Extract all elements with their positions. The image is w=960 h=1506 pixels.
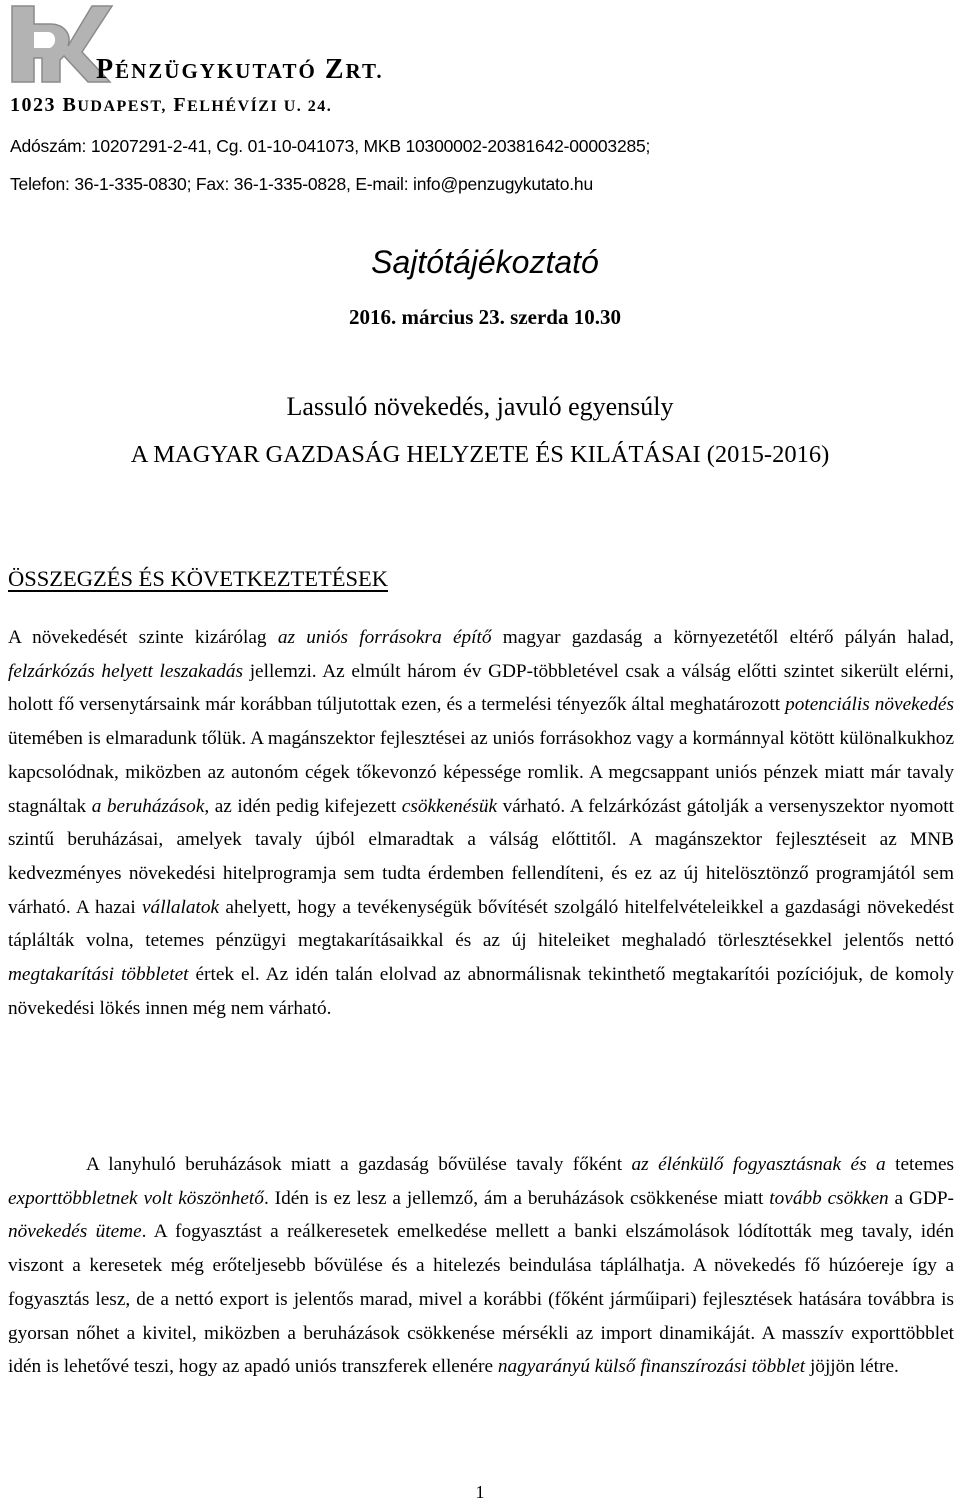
emphasis: a beruházások (91, 795, 205, 817)
emphasis: az uniós forrásokra építő (277, 627, 492, 648)
address-street-initial: F (173, 94, 188, 116)
company-suffix-initial: Z (324, 54, 346, 85)
contact-line: Telefon: 36-1-335-0830; Fax: 36-1-335-0828, E-mail: info@penzugykutato.hu (10, 174, 593, 194)
text-run: A lanyhuló beruházások miatt a gazdaság bővülése tavaly főként (86, 1154, 632, 1175)
emphasis: nagyarányú külső finanszírozási többlet (497, 1356, 806, 1378)
text-run: tetemes (885, 1154, 955, 1175)
emphasis: növekedés üteme (8, 1221, 142, 1243)
emphasis: vállalatok (142, 896, 220, 918)
summary-paragraph-2 (8, 1148, 954, 1384)
summary-paragraph-1 (8, 621, 954, 1025)
text-run: A növekedését szinte kizárólag (8, 627, 278, 648)
text-run: jellemzi. (243, 660, 323, 682)
emphasis: exporttöbbletnek volt köszönhető (8, 1187, 264, 1209)
company-name (96, 54, 384, 86)
emphasis: az élénkülő fogyasztásnak és a (631, 1154, 886, 1175)
text-run: a GDP- (888, 1187, 954, 1209)
text-run: . A fogyasztást a reálkeresetek emelkedése mellett a banki elszámolások lódították meg tavaly, idén viszont a keresetek még erőteljesebb bővülése és a hitelezés beindulása táplálhatja. A növekedés fő húzóereje így a fogyasztás lesz, de a nettó export is jelentős marad, mivel a korábbi (főként járműipari) fejlesztések hatására továbbra is gyorsan nőhet a kivitel, miközben a beruházások csökkenése mérsékli az import dinamikáját. A masszív exporttöbblet idén is lehetővé teszi, hogy az apadó uniós transzferek ellenére (8, 1221, 954, 1378)
text-run: jöjjön létre. (805, 1356, 899, 1378)
text-run: ahelyett, hogy a tevékenységük bővítését szolgáló hitelfelvételeikkel a gazdasági növekedést táplálták volna, tetemes pénzügyi megtakarításaikkal és az új hiteleiket meghaladó törlesztésekkel jelentős nettó (8, 896, 954, 952)
text-run: , az idén pedig kifejezett (204, 795, 402, 817)
document-subtitle: A MAGYAR GAZDASÁG HELYZETE ÉS KILÁTÁSAI (2015-2016) (130, 441, 830, 468)
emphasis: tovább csökken (769, 1187, 889, 1209)
text-run: . Idén is ez lesz a jellemző, ám a beruházások csökkenése miatt (263, 1187, 770, 1209)
emphasis: potenciális növekedés (785, 694, 954, 716)
press-release-label: Sajtótájékoztató (371, 244, 599, 280)
address-city-initial: B (62, 94, 78, 116)
address-street: ELHÉVÍZI U. 24. (187, 98, 333, 115)
text-run: ütemében is elmaradunk tőlük. A magánszektor fejlesztései az uniós forrásokhoz vagy a kormánnyal kötött különalkukhoz kapcsolódnak, miközben az autonóm cégek tőkevonzó képessége romlik. A megcsappant uniós pénzek miatt már tavaly stagnáltak (8, 728, 954, 817)
section-heading: ÖSSZEGZÉS ÉS KÖVETKEZTETÉSEK (8, 566, 388, 591)
address-postcode: 1023 (10, 94, 56, 116)
document-title: Lassuló növekedés, javuló egyensúly (286, 392, 674, 421)
address-city: UDAPEST, (77, 98, 167, 115)
text-run: magyar gazdaság a környezetétől eltérő pályán halad, (491, 627, 954, 648)
emphasis: megtakarítási többletet (8, 964, 189, 986)
emphasis: csökkenésük (401, 795, 498, 817)
company-name-text: ÉNZÜGYKUTATÓ (115, 59, 317, 83)
company-suffix: RT. (345, 59, 384, 83)
text-run: Az elmúlt három év GDP-többletével csak a válság előtti szintet sikerült elérni, holott fő versenytársaink már korábban túljutottak ezen, és a termelési tényezők által meghatározott (8, 660, 954, 716)
company-address (10, 94, 332, 117)
registration-line: Adószám: 10207291-2-41, Cg. 01-10-041073, MKB 10300002-20381642-00003285; (10, 136, 651, 156)
release-date: 2016. március 23. szerda 10.30 (348, 305, 621, 329)
emphasis: felzárkózás helyett leszakadás (8, 660, 244, 682)
text-run: értek el. Az idén talán elolvad az abnormálisnak tekinthető megtakarítói pozíciójuk, de komoly növekedési lökés innen még nem várható. (8, 964, 954, 1019)
page-number: 1 (475, 1482, 485, 1502)
text-run: várható. A felzárkózást gátolják a versenyszektor nyomott szintű beruházásai, amelyek tavaly újból elmaradtak a válság előttitől. A magánszektor fejlesztéseit az MNB kedvezményes növekedési hitelprogramja sem tudta érdemben fellendíteni, és ez az új hitelösztönző programjától sem várható. A hazai (8, 795, 954, 918)
company-name-initial: P (96, 54, 116, 85)
